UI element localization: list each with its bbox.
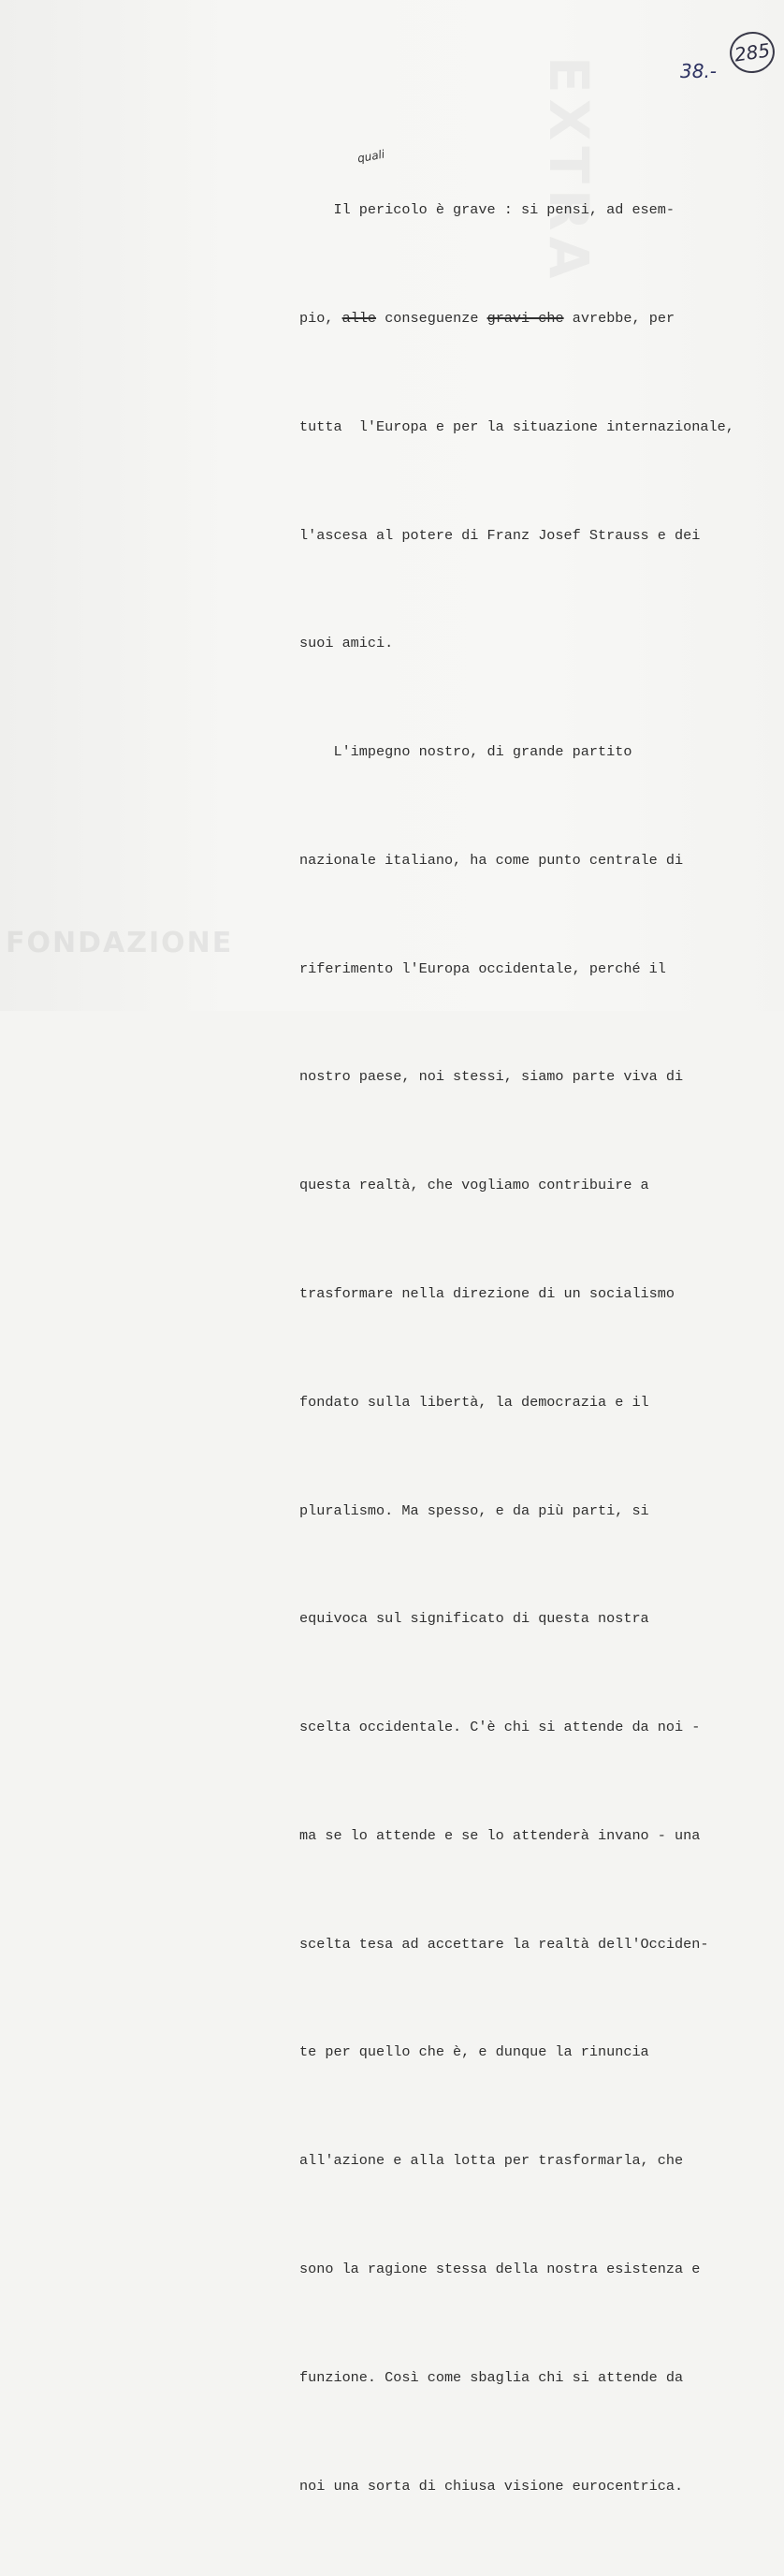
struck-words: gravi che: [486, 309, 564, 327]
text-line: te per quello che è, e dunque la rinuncia: [299, 2043, 649, 2061]
archive-page-stamp: 285: [727, 29, 777, 76]
foundation-watermark-logo: FONDAZIONE: [6, 927, 234, 959]
text-line: ma se lo attende e se lo attenderà invano - una: [299, 1826, 701, 1844]
text-line: pluralismo. Ma spesso, e da più parti, si: [299, 1501, 649, 1519]
text-line: questa realtà, che vogliamo contribuire a: [299, 1177, 649, 1194]
text-line: fondato sulla libertà, la democrazia e il: [299, 1393, 649, 1411]
text-line: trasformare nella direzione di un socialismo: [299, 1285, 675, 1302]
text-line-corrected: [299, 300, 767, 337]
struck-word: alle: [341, 309, 377, 327]
typed-text: [299, 120, 767, 2576]
text-line: tutta l'Europa e per la situazione internazionale,: [299, 417, 734, 435]
text-line: funzione. Così come sbaglia chi si attende da: [299, 2368, 684, 2386]
text-line: scelta tesa ad accettare la realtà dell'Occiden-: [299, 1935, 709, 1953]
text-fragment: pio,: [299, 309, 334, 327]
text-line: nostro paese, noi stessi, siamo parte viva di: [299, 1068, 684, 1086]
text-line: all'azione e alla lotta per trasformarla, che: [299, 2152, 684, 2170]
text-line: scelta occidentale. C'è chi si attende da noi -: [299, 1719, 701, 1736]
text-line: sono la ragione stessa della nostra esistenza e: [299, 2261, 701, 2278]
text-fragment: avrebbe, per: [572, 309, 675, 327]
text-line: Il pericolo è grave : si pensi, ad esem-: [299, 201, 675, 219]
text-fragment: conseguenze: [385, 309, 479, 327]
text-line: equivoca sul significato di questa nostra: [299, 1610, 649, 1628]
text-line: noi una sorta di chiusa visione eurocentrica.: [299, 2477, 684, 2495]
page-number: 38.-: [680, 60, 718, 82]
handwritten-insert: quali: [356, 147, 386, 166]
text-line: l'ascesa al potere di Franz Josef Strauss e dei: [299, 526, 701, 544]
archive-watermark: EXTRA: [537, 56, 601, 285]
text-line: suoi amici.: [299, 635, 394, 652]
text-line: riferimento l'Europa occidentale, perché il: [299, 959, 666, 977]
text-line: nazionale italiano, ha come punto centrale di: [299, 851, 684, 869]
text-line: L'impegno nostro, di grande partito: [299, 743, 632, 761]
